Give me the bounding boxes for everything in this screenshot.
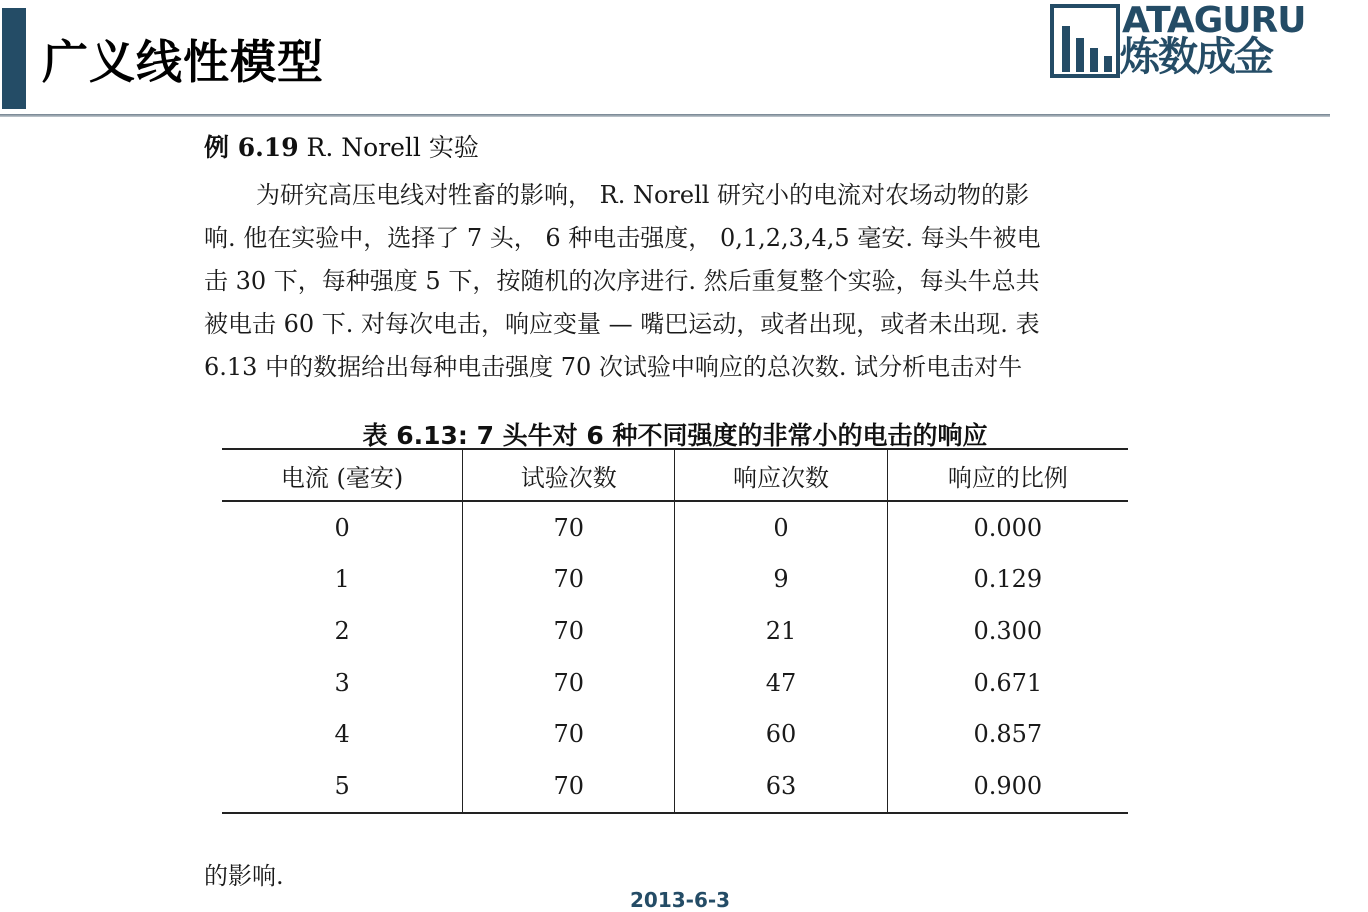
column-header: 响应的比例: [887, 449, 1128, 501]
table-row: [222, 657, 1128, 709]
table-cell: 70: [463, 501, 675, 554]
header-divider: [0, 114, 1330, 117]
table-cell: 0.000: [887, 501, 1128, 554]
example-title: R. Norell 实验: [306, 133, 479, 162]
table-row: [222, 501, 1128, 554]
table-cell: 2: [334, 616, 350, 645]
table-cell: 4: [334, 720, 350, 749]
ataguru-logo: [1050, 2, 1340, 80]
table-cell: 60: [675, 708, 887, 760]
table-row: [222, 708, 1128, 760]
table-row: [222, 554, 1128, 606]
table-cell: 70: [463, 708, 675, 760]
table-cell: 1: [334, 565, 350, 594]
table-cell: 0: [334, 513, 350, 542]
table-caption: 表 6.13: 7 头牛对 6 种不同强度的非常小的电击的响应: [362, 421, 988, 450]
table-cell: 70: [463, 605, 675, 657]
table-cell: 0: [675, 501, 887, 554]
table-header-row: [222, 449, 1128, 501]
table-cell: 0.129: [887, 554, 1128, 606]
paragraph-line: 6.13 中的数据给出每种电击强度 70 次试验中响应的总次数. 试分析电击对牛: [204, 353, 1023, 381]
table-cell: 47: [675, 657, 887, 709]
table-cell: 3: [334, 668, 350, 697]
column-header: 电流 (毫安): [222, 449, 463, 501]
example-heading: [204, 128, 479, 164]
table-cell: 0.671: [887, 657, 1128, 709]
header-accent-bar: [2, 8, 26, 109]
table-cell: 70: [463, 657, 675, 709]
table-row: [222, 605, 1128, 657]
logo-text-chinese: 炼数成金: [1120, 34, 1272, 80]
table-cell: 70: [463, 760, 675, 813]
table-row: [222, 760, 1128, 813]
column-header: 试验次数: [463, 449, 675, 501]
table-cell: 0.300: [887, 605, 1128, 657]
table-cell: 9: [675, 554, 887, 606]
example-label: 例 6.19: [204, 133, 299, 162]
paragraph-line: 响. 他在实验中，选择了 7 头， 6 种电击强度， 0,1,2,3,4,5 毫安. 每头牛被电: [204, 224, 1041, 252]
slide-title: 广义线性模型: [42, 35, 324, 89]
table-cell: 5: [222, 760, 463, 813]
logo-text-english: ATAGURU: [1122, 0, 1306, 41]
table-cell: 0.900: [887, 760, 1128, 813]
table-cell: 0.857: [887, 708, 1128, 760]
table-cell: 63: [675, 760, 887, 813]
logo-mark-icon: [1050, 4, 1120, 78]
paragraph-line: 为研究高压电线对牲畜的影响， R. Norell 研究小的电流对农场动物的影: [256, 181, 1030, 209]
paragraph-line: 被电击 60 下. 对每次电击，响应变量 — 嘴巴运动，或者出现，或者未出现. 表: [204, 310, 1040, 338]
paragraph-line: 击 30 下，每种强度 5 下，按随机的次序进行. 然后重复整个实验，每头牛总共: [204, 267, 1040, 295]
table-cell: 21: [675, 605, 887, 657]
footer-date: 2013-6-3: [630, 888, 731, 912]
table-cell: 70: [463, 554, 675, 606]
data-table: [222, 448, 1128, 814]
example-paragraph: [204, 174, 1144, 389]
paragraph-closing: 的影响.: [204, 862, 284, 890]
column-header: 响应次数: [675, 449, 887, 501]
